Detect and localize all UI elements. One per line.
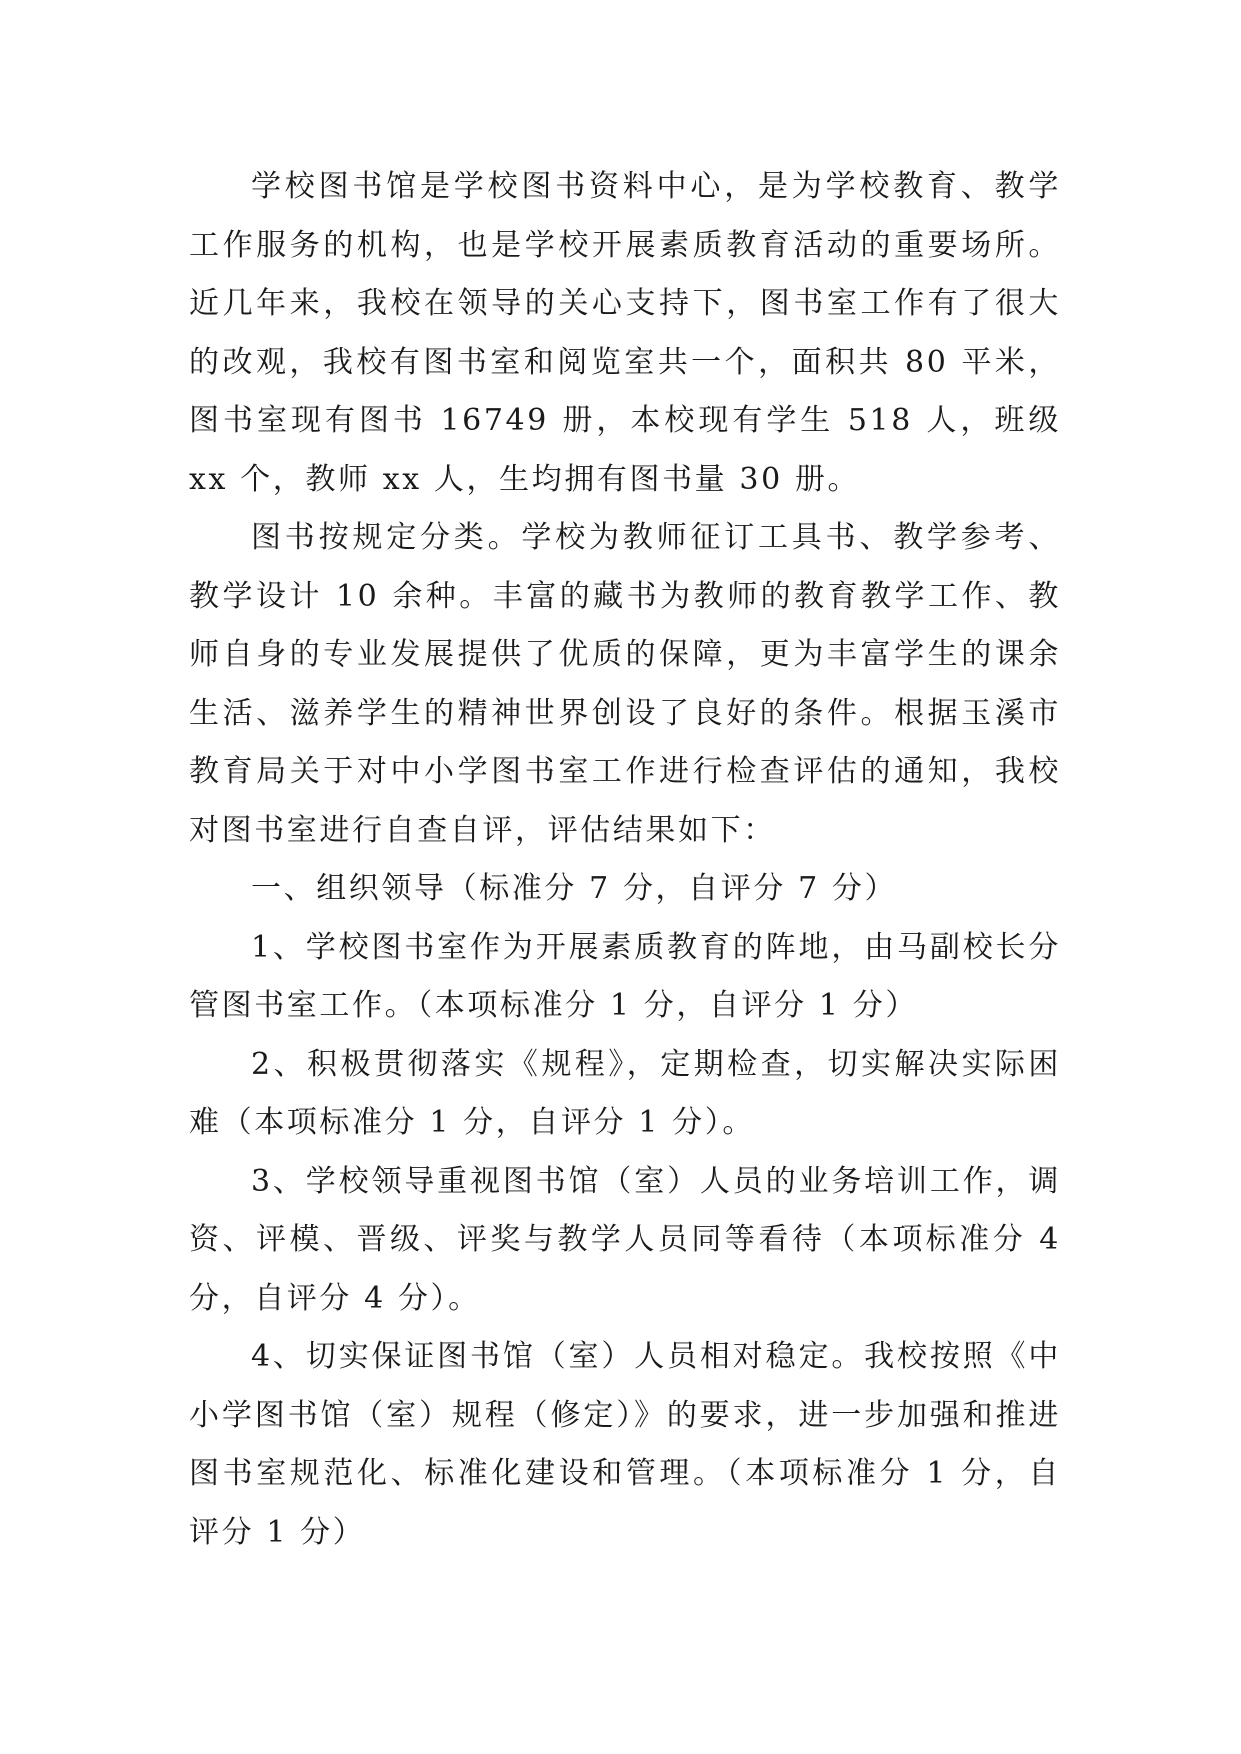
list-item-3: 3、学校领导重视图书馆（室）人员的业务培训工作，调资、评模、晋级、评奖与教学人员同等看待（本项标准分 4 分，自评分 4 分）。 [189,1163,1061,1316]
paragraph-intro: 学校图书馆是学校图书资料中心，是为学校教育、教学工作服务的机构，也是学校开展素质教育活动的重要场所。近几年来，我校在领导的关心支持下，图书室工作有了很大的改观，我校有图书室和阅览室共一个，面积共 80 平米，图书室现有图书 16749 册，本校现有学生 518 人，班级 xx 个，教师 xx 人，生均拥有图书量 30 册。 [189,169,1061,497]
section-heading-organization: 一、组织领导（标准分 7 分，自评分 7 分） [251,871,898,906]
list-item-4: 4、切实保证图书馆（室）人员相对稳定。我校按照《中小学图书馆（室）规程（修定）》的要求，进一步加强和推进图书室规范化、标准化建设和管理。（本项标准分 1 分，自评分 1 分） [189,1339,1061,1550]
list-item-2: 2、积极贯彻落实《规程》，定期检查，切实解决实际困难（本项标准分 1 分，自评分 1 分）。 [189,1046,1061,1140]
document-body [189,158,1061,1562]
list-item-1: 1、学校图书室作为开展素质教育的阵地，由马副校长分管图书室工作。（本项标准分 1 分，自评分 1 分） [189,929,1061,1023]
paragraph-classification: 图书按规定分类。学校为教师征订工具书、教学参考、教学设计 10 余种。丰富的藏书为教师的教育教学工作、教师自身的专业发展提供了优质的保障，更为丰富学生的课余生活、滋养学生的精神世界创设了良好的条件。根据玉溪市教育局关于对中小学图书室工作进行检查评估的通知，我校对图书室进行自查自评，评估结果如下： [189,520,1061,848]
